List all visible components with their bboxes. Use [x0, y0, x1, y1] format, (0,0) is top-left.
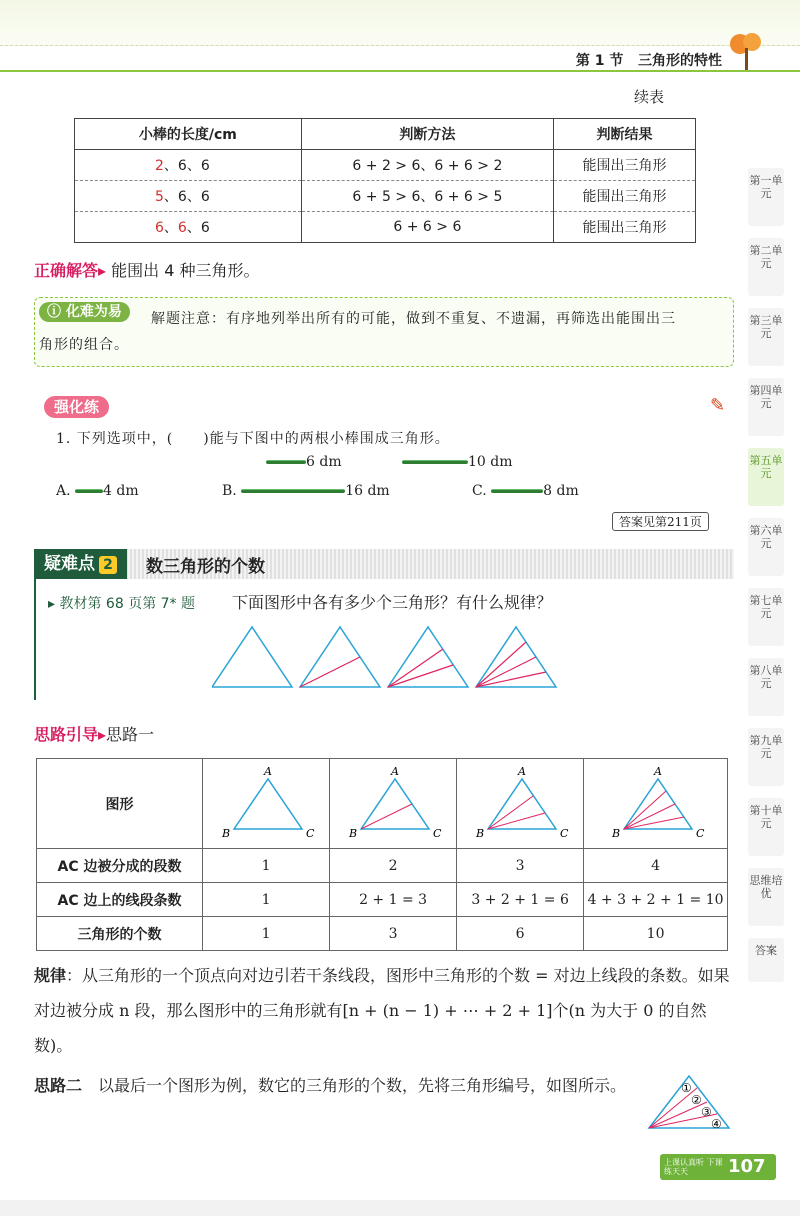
vertex-label: C [695, 826, 704, 840]
option-value: 4 dm [103, 483, 139, 499]
answer-reference[interactable]: 答案见第211页 [612, 512, 709, 531]
approach-two-label: 思路二 [34, 1076, 83, 1095]
option-c[interactable] [472, 483, 579, 499]
difficult-point-box [34, 579, 734, 700]
highlight-length: 6 [155, 220, 164, 236]
dp-number: 2 [99, 556, 117, 574]
row-label: AC 边被分成的段数 [37, 849, 203, 883]
vertex-label: A [264, 764, 272, 778]
difficult-point-question: 下面图形中各有多少个三角形？有什么规律？ [232, 593, 553, 612]
option-letter: B. [222, 483, 237, 499]
table-header: 小棒的长度/cm [75, 119, 302, 150]
triangle-number: ③ [701, 1105, 712, 1119]
table-cell: 2 + 1 = 3 [330, 883, 457, 917]
tab-unit-1[interactable]: 第一单元 [748, 168, 784, 226]
stick-label: 6 dm [306, 454, 342, 470]
vertex-label: B [222, 826, 231, 840]
table-cell: 3 [457, 849, 584, 883]
table-cell: 1 [203, 917, 330, 951]
page-header [576, 50, 722, 70]
tab-unit-4[interactable]: 第四单元 [748, 378, 784, 436]
triangle-figure-3 [460, 763, 580, 841]
triangle-figures [212, 621, 592, 691]
vertex-label: A [518, 764, 527, 778]
table-cell: 6 + 2 > 6、6 + 6 > 2 [301, 150, 553, 181]
table-row [75, 150, 696, 181]
table-cell [75, 181, 302, 212]
triangle-figure-1 [206, 763, 326, 841]
difficult-point-label [34, 549, 127, 579]
header-divider [0, 70, 800, 72]
approach-label: 思路引导 [34, 725, 99, 744]
table-cell: 能围出三角形 [553, 181, 695, 212]
table-cell: 1 [203, 849, 330, 883]
difficult-point-title: 数三角形的个数 [146, 557, 265, 577]
page-number-badge [660, 1154, 776, 1180]
table-header-row [75, 119, 696, 150]
tip-box [34, 297, 734, 367]
option-value: 16 dm [345, 483, 390, 499]
approach-two-text: 以最后一个图形为例，数它的三角形的个数，先将三角形编号，如图所示。 [82, 1076, 627, 1095]
tip-badge-label: 化难为易 [65, 304, 122, 320]
numbered-triangle-figure [645, 1072, 735, 1132]
answer-text: 能围出 4 种三角形。 [111, 261, 260, 280]
stick-icon [241, 489, 345, 493]
stick-icon [266, 460, 306, 464]
triangle-count-table [36, 758, 728, 951]
pencil-icon: ✎ [710, 395, 726, 416]
stick-icon [491, 489, 543, 493]
table-header: 判断方法 [301, 119, 553, 150]
vertex-label: A [653, 764, 662, 778]
highlight-length: 2 [155, 158, 164, 174]
approach-text: 思路一 [106, 725, 155, 744]
figure-cell [203, 759, 330, 849]
stick-6dm [266, 454, 342, 470]
approach-one: 思路引导▸思路一 [34, 725, 155, 744]
triangle-figure-2 [333, 763, 453, 841]
vertex-label: B [476, 826, 485, 840]
lengths: 、6、6 [163, 158, 210, 174]
tab-unit-3[interactable]: 第三单元 [748, 308, 784, 366]
stick-length-table [74, 118, 696, 243]
rule-label: 规律 [34, 966, 67, 985]
tab-unit-8[interactable]: 第八单元 [748, 658, 784, 716]
table-cell: 6 [457, 917, 584, 951]
option-letter: A. [56, 483, 71, 499]
stick-icon [75, 489, 103, 493]
table-cell: 能围出三角形 [553, 212, 695, 243]
top-band [0, 0, 800, 46]
vertex-label: B [611, 826, 620, 840]
tab-thinking[interactable]: 思维培优 [748, 868, 784, 926]
table-cell: 能围出三角形 [553, 150, 695, 181]
row-label: 图形 [37, 759, 203, 849]
table-cell: 3 + 2 + 1 = 6 [457, 883, 584, 917]
tab-answers[interactable]: 答案 [748, 938, 784, 982]
tab-unit-2[interactable]: 第二单元 [748, 238, 784, 296]
table-cell: 4 + 3 + 2 + 1 = 10 [584, 883, 728, 917]
stick-10dm [402, 454, 513, 470]
triangle-figure-4 [596, 763, 716, 841]
option-b[interactable] [222, 483, 390, 499]
vertex-label: C [560, 826, 569, 840]
stick-label: 10 dm [468, 454, 513, 470]
tip-line-1: 解题注意：有序地列举出所有的可能，做到不重复、不遗漏，再筛选出能围出三 [151, 311, 676, 327]
figure-cell [457, 759, 584, 849]
table-cell: 4 [584, 849, 728, 883]
table-row [37, 917, 728, 951]
approach-two [34, 1068, 644, 1104]
table-row [37, 849, 728, 883]
stick-icon [402, 460, 468, 464]
table-header: 判断结果 [553, 119, 695, 150]
table-row [37, 759, 728, 849]
difficult-point-header [34, 549, 734, 579]
rule-text: ：从三角形的一个顶点向对边引若干条线段，图形中三角形的个数 = 对边上线段的条数。如果对边被分成 n 段，那么图形中的三角形就有[n + (n − 1) + ⋯ + 2 + 1]个(n 为大于 0 的自然数)。 [34, 966, 730, 1055]
textbook-reference: ▸ 教材第 68 页第 7* 题 [48, 596, 195, 612]
tree-icon [728, 30, 764, 72]
option-letter: C. [472, 483, 487, 499]
continued-label: 续表 [634, 88, 665, 106]
section-title: 三角形的特性 [638, 53, 722, 69]
page-bottom-edge [0, 1200, 800, 1216]
dp-label-text: 疑难点 [44, 554, 95, 574]
table-row [75, 212, 696, 243]
table-cell: 10 [584, 917, 728, 951]
table-row [37, 883, 728, 917]
vertex-label: C [433, 826, 442, 840]
table-row [75, 181, 696, 212]
option-a[interactable] [56, 483, 139, 499]
tab-unit-6[interactable]: 第六单元 [748, 518, 784, 576]
table-cell: 3 [330, 917, 457, 951]
triangle-number: ① [681, 1081, 692, 1095]
table-cell: 1 [203, 883, 330, 917]
section-number: 第 1 节 [575, 53, 624, 69]
highlight-length: 5 [155, 189, 164, 205]
row-label: AC 边上的线段条数 [37, 883, 203, 917]
page-number: 107 [728, 1156, 766, 1177]
table-cell: 6 + 6 > 6 [301, 212, 553, 243]
table-cell: 2 [330, 849, 457, 883]
correct-answer: 正确解答▸ 能围出 4 种三角形。 [34, 261, 260, 280]
figure-cell [584, 759, 728, 849]
triangle-number: ② [691, 1093, 702, 1107]
tab-unit-9[interactable]: 第九单元 [748, 728, 784, 786]
practice-badge: 强化练 [44, 396, 109, 418]
table-cell [75, 150, 302, 181]
vertex-label: B [349, 826, 358, 840]
practice-question: 1. 下列选项中，( )能与下图中的两根小棒围成三角形。 [56, 431, 450, 447]
vertex-label: A [391, 764, 400, 778]
triangle-number: ④ [711, 1117, 722, 1131]
row-label: 三角形的个数 [37, 917, 203, 951]
tip-badge: ⓘ 化难为易 [39, 302, 130, 322]
tab-unit-10[interactable]: 第十单元 [748, 798, 784, 856]
tab-unit-5[interactable]: 第五单元 [748, 448, 784, 506]
highlight-length: 6 [177, 220, 187, 236]
option-value: 8 dm [543, 483, 579, 499]
answer-label: 正确解答 [34, 261, 99, 280]
figure-cell [330, 759, 457, 849]
table-cell: 6 + 5 > 6、6 + 6 > 5 [301, 181, 553, 212]
rule-paragraph [34, 958, 734, 1063]
tab-unit-7[interactable]: 第七单元 [748, 588, 784, 646]
page-slogan: 上课认真听 下课练天天 [664, 1158, 723, 1176]
lengths: 、6、6 [163, 189, 210, 205]
vertex-label: C [306, 826, 315, 840]
table-cell [75, 212, 302, 243]
lengths: 、6 [186, 220, 210, 236]
tip-line-2: 角形的组合。 [39, 337, 129, 353]
separator: 、 [163, 220, 178, 236]
